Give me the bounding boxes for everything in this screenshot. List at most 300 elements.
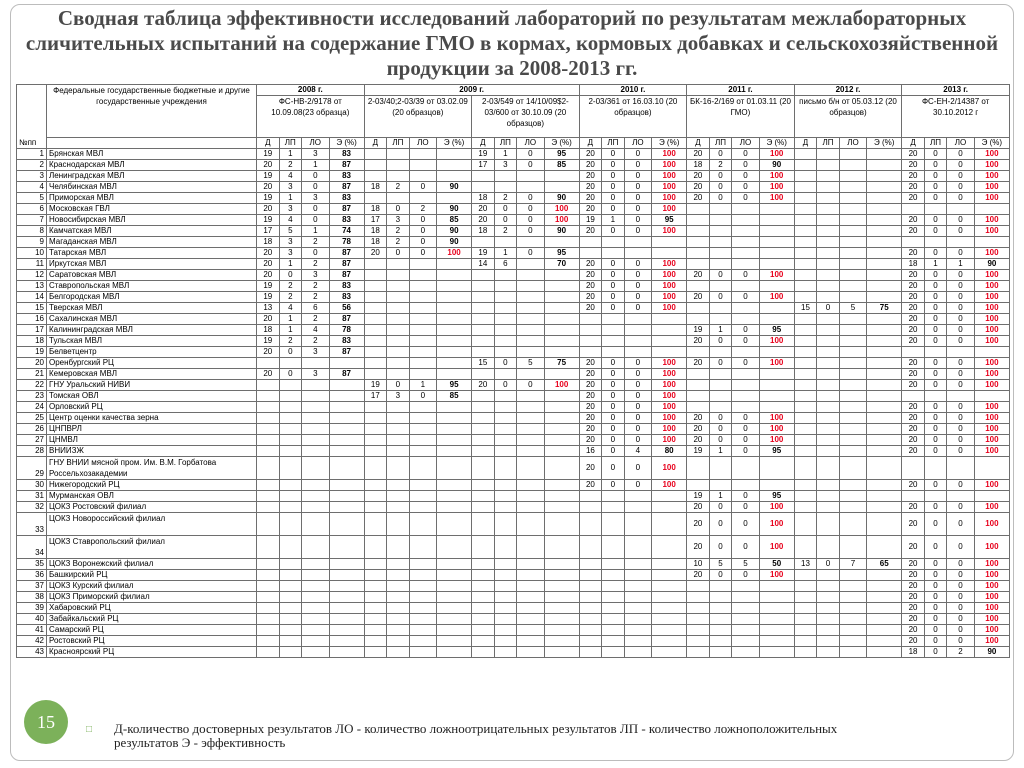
table-row bbox=[17, 237, 1010, 248]
efficiency-cell bbox=[329, 570, 364, 581]
count-cell: 1 bbox=[709, 491, 732, 502]
count-cell: 0 bbox=[947, 182, 975, 193]
institution-name: ЦОКЗ Ставропольский филиал bbox=[47, 536, 257, 559]
table-row bbox=[17, 592, 1010, 603]
count-cell bbox=[839, 358, 867, 369]
count-cell bbox=[517, 292, 545, 303]
institution-name: Московская ГВЛ bbox=[47, 204, 257, 215]
count-cell: 20 bbox=[687, 502, 710, 513]
count-cell bbox=[302, 358, 330, 369]
count-cell bbox=[302, 391, 330, 402]
document-header-2009-a: 2-03/40;2-03/39 от 03.02.09 (20 образцов) bbox=[364, 96, 472, 138]
count-cell: 20 bbox=[902, 358, 925, 369]
efficiency-cell bbox=[329, 402, 364, 413]
count-cell: 20 bbox=[579, 171, 602, 182]
count-cell bbox=[387, 160, 410, 171]
count-cell bbox=[839, 570, 867, 581]
metric-header: Д bbox=[364, 138, 387, 149]
count-cell bbox=[687, 391, 710, 402]
efficiency-cell: 100 bbox=[974, 171, 1009, 182]
count-cell: 0 bbox=[602, 303, 625, 314]
table-row bbox=[17, 491, 1010, 502]
count-cell bbox=[472, 647, 495, 658]
count-cell bbox=[794, 248, 817, 259]
count-cell: 16 bbox=[579, 446, 602, 457]
count-cell: 3 bbox=[279, 182, 302, 193]
count-cell bbox=[494, 636, 517, 647]
count-cell: 0 bbox=[624, 413, 652, 424]
count-cell bbox=[494, 402, 517, 413]
efficiency-cell: 100 bbox=[652, 182, 687, 193]
efficiency-cell: 56 bbox=[329, 303, 364, 314]
count-cell bbox=[257, 446, 280, 457]
count-cell bbox=[794, 259, 817, 270]
count-cell: 1 bbox=[602, 215, 625, 226]
count-cell bbox=[839, 149, 867, 160]
count-cell bbox=[794, 237, 817, 248]
count-cell: 20 bbox=[902, 592, 925, 603]
efficiency-cell: 100 bbox=[974, 160, 1009, 171]
count-cell: 5 bbox=[279, 226, 302, 237]
count-cell: 0 bbox=[602, 402, 625, 413]
efficiency-cell: 70 bbox=[544, 259, 579, 270]
efficiency-cell bbox=[544, 570, 579, 581]
count-cell: 0 bbox=[924, 625, 947, 636]
count-cell bbox=[947, 491, 975, 502]
efficiency-cell bbox=[867, 647, 902, 658]
count-cell bbox=[494, 292, 517, 303]
count-cell bbox=[687, 369, 710, 380]
count-cell: 20 bbox=[687, 358, 710, 369]
efficiency-cell bbox=[544, 424, 579, 435]
count-cell: 0 bbox=[602, 259, 625, 270]
count-cell bbox=[839, 413, 867, 424]
count-cell bbox=[387, 424, 410, 435]
count-cell: 19 bbox=[257, 193, 280, 204]
count-cell: 0 bbox=[924, 502, 947, 513]
efficiency-cell bbox=[544, 369, 579, 380]
count-cell bbox=[902, 237, 925, 248]
count-cell: 0 bbox=[947, 380, 975, 391]
count-cell bbox=[624, 536, 652, 559]
efficiency-cell bbox=[652, 513, 687, 536]
count-cell: 0 bbox=[302, 182, 330, 193]
count-cell bbox=[709, 603, 732, 614]
metric-header: ЛО bbox=[517, 138, 545, 149]
efficiency-cell: 100 bbox=[759, 149, 794, 160]
count-cell bbox=[817, 603, 840, 614]
metric-header: Э (%) bbox=[867, 138, 902, 149]
count-cell: 0 bbox=[709, 336, 732, 347]
count-cell: 0 bbox=[709, 171, 732, 182]
efficiency-cell bbox=[437, 193, 472, 204]
count-cell bbox=[839, 592, 867, 603]
count-cell bbox=[387, 358, 410, 369]
institution-name: ЦНМВЛ bbox=[47, 435, 257, 446]
row-number: 40 bbox=[17, 614, 47, 625]
efficiency-cell: 100 bbox=[652, 380, 687, 391]
count-cell bbox=[687, 281, 710, 292]
count-cell: 0 bbox=[517, 380, 545, 391]
efficiency-cell bbox=[329, 603, 364, 614]
count-cell bbox=[517, 325, 545, 336]
count-cell: 20 bbox=[902, 149, 925, 160]
count-cell: 20 bbox=[902, 270, 925, 281]
efficiency-cell: 74 bbox=[329, 226, 364, 237]
count-cell: 19 bbox=[257, 215, 280, 226]
count-cell bbox=[839, 435, 867, 446]
count-cell bbox=[387, 325, 410, 336]
efficiency-cell: 100 bbox=[652, 171, 687, 182]
count-cell bbox=[624, 325, 652, 336]
count-cell bbox=[257, 502, 280, 513]
count-cell bbox=[494, 325, 517, 336]
count-cell bbox=[279, 581, 302, 592]
count-cell bbox=[687, 237, 710, 248]
count-cell: 0 bbox=[409, 182, 437, 193]
column-header-institution: Федеральные государственные бюджетные и другие государственные учреждения bbox=[47, 85, 257, 138]
table-row bbox=[17, 160, 1010, 171]
table-header-row-years bbox=[17, 85, 1010, 96]
count-cell: 0 bbox=[947, 435, 975, 446]
count-cell: 0 bbox=[602, 358, 625, 369]
efficiency-cell: 100 bbox=[652, 424, 687, 435]
count-cell: 20 bbox=[902, 281, 925, 292]
count-cell bbox=[302, 380, 330, 391]
count-cell bbox=[602, 636, 625, 647]
count-cell: 20 bbox=[579, 149, 602, 160]
table-row bbox=[17, 292, 1010, 303]
efficiency-cell: 100 bbox=[974, 592, 1009, 603]
count-cell: 0 bbox=[947, 625, 975, 636]
count-cell: 5 bbox=[517, 358, 545, 369]
efficiency-cell: 100 bbox=[652, 259, 687, 270]
efficiency-cell bbox=[329, 457, 364, 480]
count-cell bbox=[387, 457, 410, 480]
table-row bbox=[17, 347, 1010, 358]
efficiency-cell bbox=[329, 581, 364, 592]
efficiency-cell bbox=[437, 160, 472, 171]
count-cell bbox=[602, 491, 625, 502]
count-cell bbox=[387, 570, 410, 581]
count-cell: 0 bbox=[624, 380, 652, 391]
count-cell bbox=[409, 513, 437, 536]
count-cell bbox=[602, 325, 625, 336]
count-cell: 10 bbox=[687, 559, 710, 570]
efficiency-cell: 100 bbox=[759, 570, 794, 581]
count-cell: 2 bbox=[409, 204, 437, 215]
count-cell bbox=[409, 413, 437, 424]
table-row bbox=[17, 614, 1010, 625]
count-cell: 18 bbox=[257, 237, 280, 248]
row-number: 36 bbox=[17, 570, 47, 581]
count-cell bbox=[279, 502, 302, 513]
count-cell bbox=[709, 647, 732, 658]
efficiency-cell: 100 bbox=[652, 270, 687, 281]
count-cell bbox=[302, 570, 330, 581]
table-row bbox=[17, 513, 1010, 536]
count-cell: 0 bbox=[624, 149, 652, 160]
efficiency-cell: 100 bbox=[974, 413, 1009, 424]
table-row bbox=[17, 391, 1010, 402]
count-cell bbox=[279, 625, 302, 636]
count-cell bbox=[794, 292, 817, 303]
count-cell bbox=[364, 457, 387, 480]
efficiency-cell: 100 bbox=[759, 413, 794, 424]
count-cell bbox=[517, 435, 545, 446]
count-cell bbox=[794, 446, 817, 457]
count-cell: 18 bbox=[257, 325, 280, 336]
efficiency-cell: 50 bbox=[759, 559, 794, 570]
efficiency-cell bbox=[544, 270, 579, 281]
efficiency-cell bbox=[867, 592, 902, 603]
count-cell bbox=[257, 647, 280, 658]
efficiency-cell bbox=[437, 570, 472, 581]
count-cell: 0 bbox=[947, 336, 975, 347]
count-cell bbox=[579, 536, 602, 559]
count-cell bbox=[364, 592, 387, 603]
count-cell bbox=[409, 303, 437, 314]
count-cell bbox=[409, 402, 437, 413]
count-cell bbox=[794, 636, 817, 647]
count-cell: 20 bbox=[902, 292, 925, 303]
count-cell bbox=[387, 270, 410, 281]
count-cell bbox=[517, 513, 545, 536]
count-cell: 0 bbox=[624, 281, 652, 292]
efficiency-cell bbox=[437, 636, 472, 647]
count-cell bbox=[517, 636, 545, 647]
table-row bbox=[17, 149, 1010, 160]
count-cell bbox=[257, 570, 280, 581]
efficiency-cell: 100 bbox=[974, 193, 1009, 204]
count-cell bbox=[602, 614, 625, 625]
efficiency-cell: 95 bbox=[437, 380, 472, 391]
count-cell bbox=[709, 204, 732, 215]
count-cell: 0 bbox=[517, 160, 545, 171]
row-number: 7 bbox=[17, 215, 47, 226]
count-cell bbox=[517, 281, 545, 292]
count-cell bbox=[409, 325, 437, 336]
count-cell bbox=[472, 402, 495, 413]
efficiency-cell bbox=[437, 325, 472, 336]
row-number: 11 bbox=[17, 259, 47, 270]
efficiency-cell: 100 bbox=[437, 248, 472, 259]
count-cell: 20 bbox=[687, 424, 710, 435]
efficiency-cell bbox=[867, 358, 902, 369]
count-cell: 13 bbox=[257, 303, 280, 314]
count-cell bbox=[579, 581, 602, 592]
count-cell: 14 bbox=[472, 259, 495, 270]
count-cell bbox=[364, 402, 387, 413]
count-cell: 0 bbox=[624, 424, 652, 435]
count-cell: 4 bbox=[302, 325, 330, 336]
count-cell bbox=[794, 581, 817, 592]
efficiency-cell bbox=[759, 303, 794, 314]
count-cell bbox=[732, 457, 760, 480]
count-cell: 0 bbox=[924, 336, 947, 347]
count-cell: 0 bbox=[409, 237, 437, 248]
count-cell bbox=[624, 581, 652, 592]
efficiency-cell bbox=[544, 237, 579, 248]
count-cell: 0 bbox=[947, 559, 975, 570]
count-cell bbox=[279, 536, 302, 559]
row-number: 26 bbox=[17, 424, 47, 435]
efficiency-cell bbox=[652, 248, 687, 259]
count-cell: 6 bbox=[494, 259, 517, 270]
table-row bbox=[17, 226, 1010, 237]
efficiency-cell bbox=[544, 647, 579, 658]
count-cell bbox=[839, 614, 867, 625]
count-cell: 0 bbox=[732, 413, 760, 424]
count-cell: 0 bbox=[602, 193, 625, 204]
count-cell: 20 bbox=[902, 303, 925, 314]
efficiency-cell bbox=[652, 625, 687, 636]
efficiency-cell bbox=[974, 237, 1009, 248]
efficiency-cell bbox=[652, 570, 687, 581]
efficiency-cell bbox=[544, 171, 579, 182]
count-cell bbox=[409, 292, 437, 303]
count-cell bbox=[279, 446, 302, 457]
count-cell bbox=[839, 193, 867, 204]
metric-header: Д bbox=[472, 138, 495, 149]
count-cell bbox=[579, 559, 602, 570]
count-cell bbox=[472, 513, 495, 536]
count-cell bbox=[302, 491, 330, 502]
count-cell bbox=[517, 603, 545, 614]
efficiency-cell bbox=[544, 314, 579, 325]
efficiency-cell bbox=[544, 457, 579, 480]
efficiency-cell bbox=[867, 491, 902, 502]
efficiency-cell bbox=[652, 237, 687, 248]
count-cell bbox=[687, 347, 710, 358]
count-cell: 0 bbox=[924, 636, 947, 647]
count-cell bbox=[517, 446, 545, 457]
efficiency-cell: 83 bbox=[329, 149, 364, 160]
count-cell bbox=[387, 314, 410, 325]
footnote-legend: Д-количество достоверных результатов ЛО - количество ложноотрицательных результатов ЛП - количество ложноположительных результатов Э - эффективность bbox=[114, 721, 838, 750]
count-cell: 20 bbox=[902, 603, 925, 614]
count-cell bbox=[839, 581, 867, 592]
count-cell bbox=[709, 237, 732, 248]
count-cell: 2 bbox=[387, 226, 410, 237]
count-cell bbox=[257, 424, 280, 435]
count-cell bbox=[279, 647, 302, 658]
count-cell bbox=[387, 336, 410, 347]
count-cell bbox=[409, 446, 437, 457]
count-cell bbox=[302, 614, 330, 625]
count-cell bbox=[387, 603, 410, 614]
count-cell: 0 bbox=[602, 226, 625, 237]
count-cell: 1 bbox=[279, 259, 302, 270]
count-cell bbox=[687, 614, 710, 625]
count-cell: 19 bbox=[257, 336, 280, 347]
count-cell: 20 bbox=[579, 402, 602, 413]
count-cell bbox=[817, 204, 840, 215]
efficiency-cell bbox=[544, 347, 579, 358]
count-cell bbox=[687, 647, 710, 658]
count-cell bbox=[579, 614, 602, 625]
efficiency-cell: 100 bbox=[759, 424, 794, 435]
count-cell bbox=[817, 625, 840, 636]
count-cell bbox=[409, 480, 437, 491]
count-cell bbox=[517, 625, 545, 636]
efficiency-cell bbox=[437, 303, 472, 314]
count-cell bbox=[947, 204, 975, 215]
count-cell: 0 bbox=[924, 413, 947, 424]
count-cell: 0 bbox=[517, 193, 545, 204]
institution-name: Камчатская МВЛ bbox=[47, 226, 257, 237]
count-cell bbox=[602, 581, 625, 592]
count-cell: 0 bbox=[924, 592, 947, 603]
count-cell: 2 bbox=[494, 193, 517, 204]
table-header-row-metrics bbox=[17, 138, 1010, 149]
count-cell bbox=[817, 193, 840, 204]
efficiency-cell: 100 bbox=[974, 369, 1009, 380]
row-number: 21 bbox=[17, 369, 47, 380]
efficiency-cell bbox=[652, 536, 687, 559]
count-cell: 19 bbox=[257, 171, 280, 182]
efficiency-cell bbox=[652, 603, 687, 614]
row-number: 23 bbox=[17, 391, 47, 402]
table-row bbox=[17, 303, 1010, 314]
count-cell: 19 bbox=[472, 149, 495, 160]
count-cell: 0 bbox=[279, 369, 302, 380]
count-cell bbox=[624, 491, 652, 502]
efficiency-cell bbox=[759, 347, 794, 358]
efficiency-cell bbox=[437, 536, 472, 559]
count-cell bbox=[517, 592, 545, 603]
institution-name: Тульская МВЛ bbox=[47, 336, 257, 347]
count-cell bbox=[364, 314, 387, 325]
count-cell bbox=[517, 237, 545, 248]
metric-header: ЛО bbox=[624, 138, 652, 149]
efficiency-cell: 75 bbox=[544, 358, 579, 369]
count-cell bbox=[579, 502, 602, 513]
efficiency-cell bbox=[437, 149, 472, 160]
count-cell: 0 bbox=[624, 303, 652, 314]
count-cell bbox=[794, 625, 817, 636]
count-cell bbox=[709, 369, 732, 380]
count-cell bbox=[409, 457, 437, 480]
count-cell bbox=[472, 171, 495, 182]
count-cell bbox=[387, 446, 410, 457]
efficiency-cell bbox=[867, 259, 902, 270]
efficiency-cell bbox=[759, 281, 794, 292]
count-cell bbox=[839, 502, 867, 513]
count-cell: 0 bbox=[494, 215, 517, 226]
count-cell bbox=[839, 625, 867, 636]
count-cell: 20 bbox=[257, 270, 280, 281]
institution-name: Ставропольская МВЛ bbox=[47, 281, 257, 292]
efficiency-cell: 100 bbox=[974, 513, 1009, 536]
efficiency-cell: 87 bbox=[329, 204, 364, 215]
metric-header: Э (%) bbox=[759, 138, 794, 149]
row-number: 9 bbox=[17, 237, 47, 248]
count-cell bbox=[494, 270, 517, 281]
efficiency-cell: 90 bbox=[437, 226, 472, 237]
count-cell: 18 bbox=[364, 226, 387, 237]
count-cell bbox=[732, 603, 760, 614]
count-cell bbox=[839, 215, 867, 226]
count-cell: 0 bbox=[732, 193, 760, 204]
efficiency-cell bbox=[544, 614, 579, 625]
count-cell bbox=[624, 502, 652, 513]
count-cell bbox=[794, 160, 817, 171]
count-cell: 0 bbox=[924, 581, 947, 592]
count-cell: 20 bbox=[902, 480, 925, 491]
row-number: 20 bbox=[17, 358, 47, 369]
count-cell bbox=[387, 513, 410, 536]
